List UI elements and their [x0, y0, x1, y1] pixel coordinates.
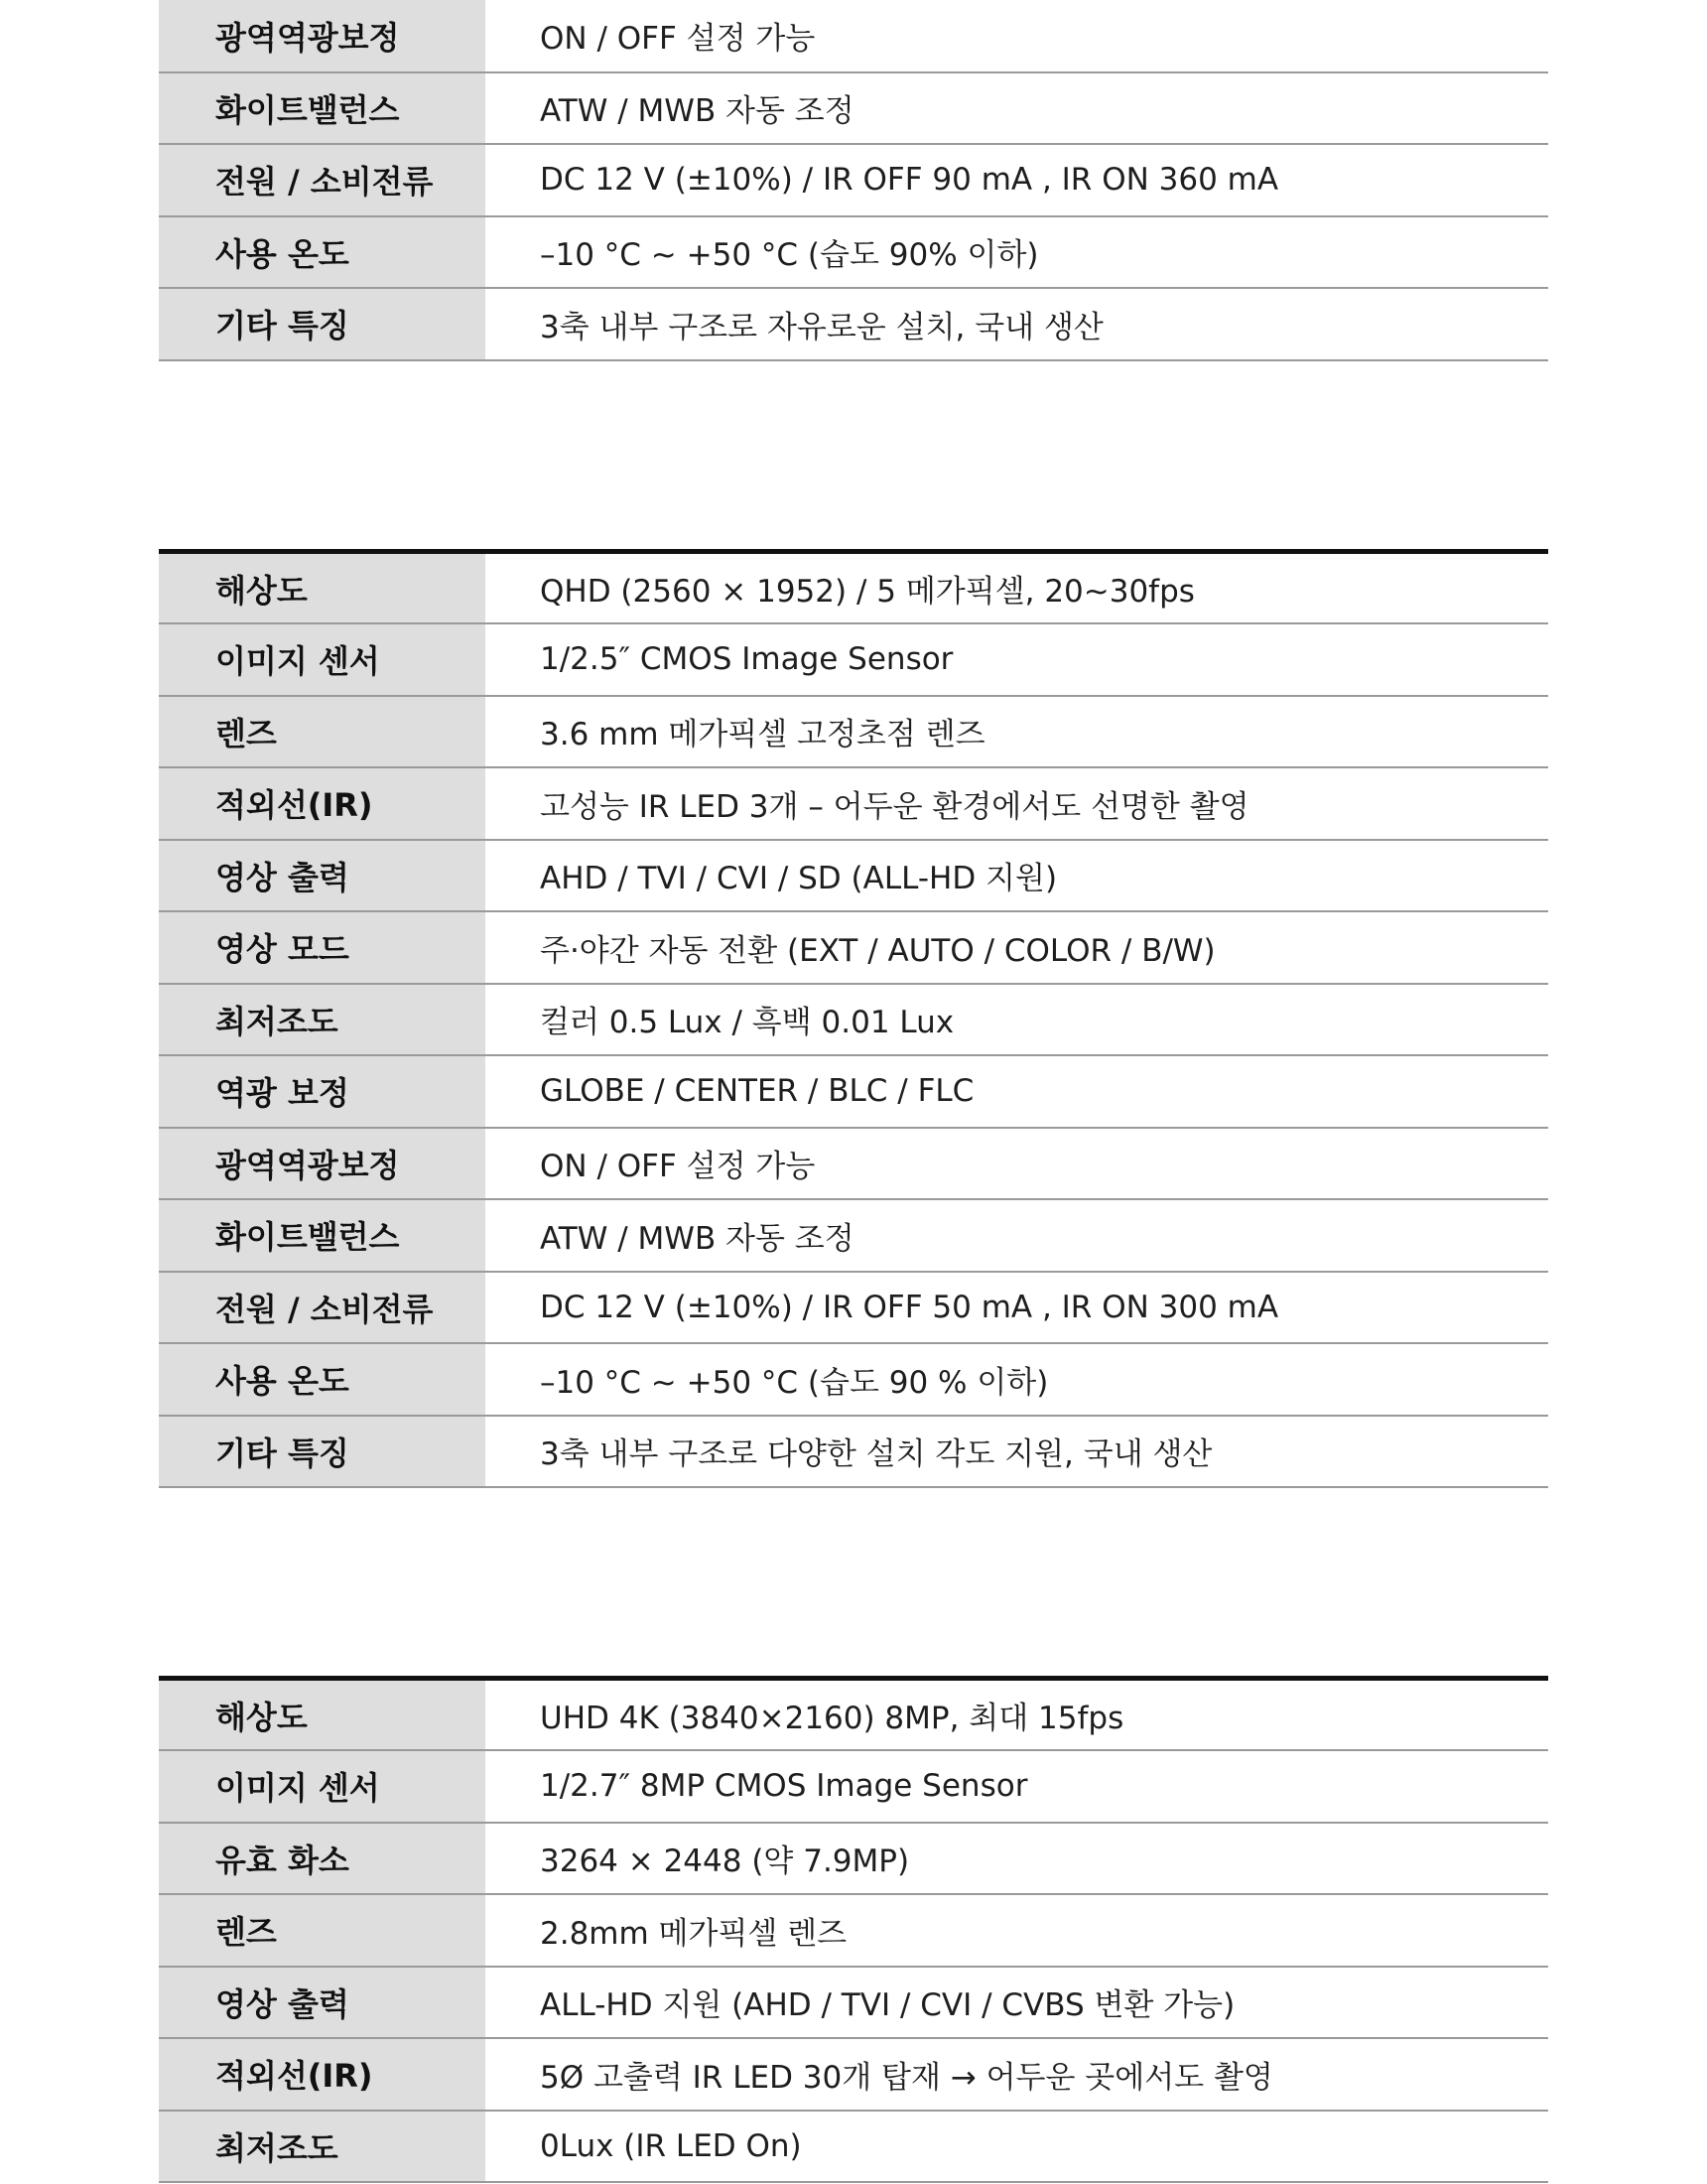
- table-row: [159, 1199, 1548, 1272]
- table-row: [159, 1128, 1548, 1200]
- spec-label: 역광 보정: [159, 1055, 485, 1128]
- spec-label: 렌즈: [159, 1894, 485, 1967]
- spec-label: 기타 특징: [159, 1416, 485, 1488]
- spec-label: 적외선(IR): [159, 767, 485, 840]
- spec-value: ATW / MWB 자동 조정: [485, 1199, 1548, 1272]
- table-row: [159, 1967, 1548, 2039]
- spec-table-1: [159, 0, 1548, 361]
- table-row: [159, 0, 1548, 72]
- spec-value: 1/2.5″ CMOS Image Sensor: [485, 623, 1548, 696]
- spec-label: 영상 모드: [159, 911, 485, 984]
- spec-label: 사용 온도: [159, 216, 485, 289]
- table-row: [159, 288, 1548, 360]
- spec-value: AHD / TVI / CVI / SD (ALL-HD 지원): [485, 840, 1548, 912]
- spec-value: GLOBE / CENTER / BLC / FLC: [485, 1055, 1548, 1128]
- spec-value: 2.8mm 메가픽셀 렌즈: [485, 1894, 1548, 1967]
- table-row: [159, 911, 1548, 984]
- spec-value: DC 12 V (±10%) / IR OFF 50 mA , IR ON 300 mA: [485, 1272, 1548, 1344]
- spec-label: 최저조도: [159, 2111, 485, 2183]
- table-row: [159, 1750, 1548, 1823]
- table-row: [159, 1416, 1548, 1488]
- table-row: [159, 1894, 1548, 1967]
- table-row: [159, 1823, 1548, 1895]
- spec-value: 주·야간 자동 전환 (EXT / AUTO / COLOR / B/W): [485, 911, 1548, 984]
- table-row: [159, 1679, 1548, 1751]
- table-row: [159, 1343, 1548, 1416]
- table-row: [159, 144, 1548, 216]
- spec-value: 3축 내부 구조로 다양한 설치 각도 지원, 국내 생산: [485, 1416, 1548, 1488]
- spec-label: 기타 특징: [159, 288, 485, 360]
- table-row: [159, 1055, 1548, 1128]
- table-row: [159, 2111, 1548, 2183]
- table-row: [159, 767, 1548, 840]
- spec-value: QHD (2560 × 1952) / 5 메가픽셀, 20~30fps: [485, 552, 1548, 624]
- spec-label: 해상도: [159, 552, 485, 624]
- spec-label: 해상도: [159, 1679, 485, 1751]
- spec-table-2: [159, 549, 1548, 1488]
- spec-label: 사용 온도: [159, 1343, 485, 1416]
- spec-value: UHD 4K (3840×2160) 8MP, 최대 15fps: [485, 1679, 1548, 1751]
- spec-label: 광역역광보정: [159, 0, 485, 72]
- spec-value: 3264 × 2448 (약 7.9MP): [485, 1823, 1548, 1895]
- spec-value: ATW / MWB 자동 조정: [485, 72, 1548, 145]
- spec-label: 전원 / 소비전류: [159, 1272, 485, 1344]
- table-row: [159, 984, 1548, 1056]
- spec-label: 광역역광보정: [159, 1128, 485, 1200]
- table-row: [159, 1272, 1548, 1344]
- spec-label: 이미지 센서: [159, 623, 485, 696]
- spec-label: 적외선(IR): [159, 2038, 485, 2111]
- spec-table-3: [159, 1676, 1548, 2183]
- table-row: [159, 696, 1548, 768]
- spec-value: 컬러 0.5 Lux / 흑백 0.01 Lux: [485, 984, 1548, 1056]
- spec-value: 3.6 mm 메가픽셀 고정초점 렌즈: [485, 696, 1548, 768]
- spec-value: 3축 내부 구조로 자유로운 설치, 국내 생산: [485, 288, 1548, 360]
- spec-value: 고성능 IR LED 3개 – 어두운 환경에서도 선명한 촬영: [485, 767, 1548, 840]
- table-row: [159, 72, 1548, 145]
- table-row: [159, 623, 1548, 696]
- spec-label: 렌즈: [159, 696, 485, 768]
- spec-value: 1/2.7″ 8MP CMOS Image Sensor: [485, 1750, 1548, 1823]
- table-row: [159, 840, 1548, 912]
- table-row: [159, 552, 1548, 624]
- spec-value: ON / OFF 설정 가능: [485, 0, 1548, 72]
- spec-label: 최저조도: [159, 984, 485, 1056]
- table-row: [159, 216, 1548, 289]
- spec-label: 화이트밸런스: [159, 72, 485, 145]
- spec-value: –10 °C ~ +50 °C (습도 90 % 이하): [485, 1343, 1548, 1416]
- spec-label: 이미지 센서: [159, 1750, 485, 1823]
- spec-label: 유효 화소: [159, 1823, 485, 1895]
- spec-value: DC 12 V (±10%) / IR OFF 90 mA , IR ON 360 mA: [485, 144, 1548, 216]
- spec-value: ON / OFF 설정 가능: [485, 1128, 1548, 1200]
- spec-value: –10 °C ~ +50 °C (습도 90% 이하): [485, 216, 1548, 289]
- spec-label: 영상 출력: [159, 1967, 485, 2039]
- spec-label: 전원 / 소비전류: [159, 144, 485, 216]
- spec-value: ALL-HD 지원 (AHD / TVI / CVI / CVBS 변환 가능): [485, 1967, 1548, 2039]
- table-row: [159, 2038, 1548, 2111]
- spec-value: 0Lux (IR LED On): [485, 2111, 1548, 2183]
- spec-label: 영상 출력: [159, 840, 485, 912]
- spec-value: 5Ø 고출력 IR LED 30개 탑재 → 어두운 곳에서도 촬영: [485, 2038, 1548, 2111]
- spec-label: 화이트밸런스: [159, 1199, 485, 1272]
